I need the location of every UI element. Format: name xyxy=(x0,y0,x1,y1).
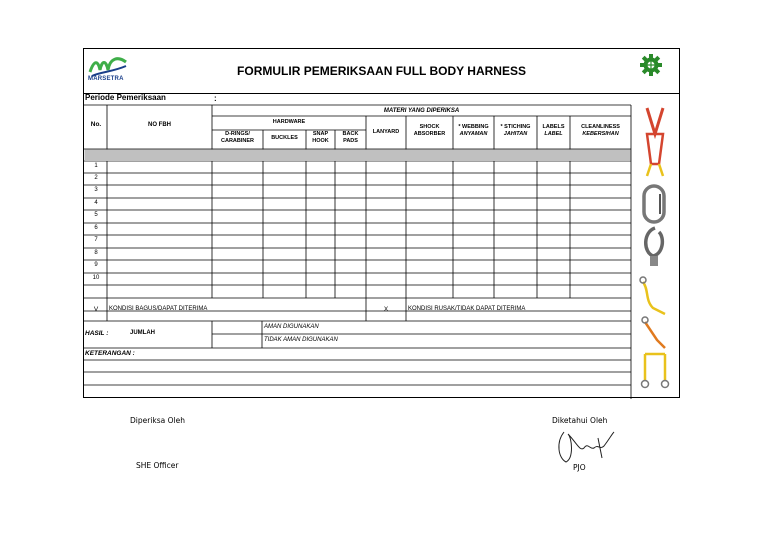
lanyard-image xyxy=(640,277,665,314)
jumlah-label: JUMLAH xyxy=(130,330,155,336)
grey-band xyxy=(85,150,631,162)
hasil-label: HASIL : xyxy=(85,330,109,337)
legend-v-mark: V xyxy=(93,306,99,313)
col-nofbh-header: NO FBH xyxy=(148,122,171,128)
inspected-by-label: Diperiksa Oleh xyxy=(130,416,185,425)
legend-v-text: KONDISI BAGUS/DAPAT DITERIMA xyxy=(109,306,208,312)
row-number: 2 xyxy=(94,175,98,181)
row-number: 5 xyxy=(94,212,98,218)
table-grid xyxy=(84,49,681,399)
row-number: 1 xyxy=(94,163,98,169)
col-stiching-header: * STICHING JAHITAN xyxy=(500,124,531,138)
row-number: 7 xyxy=(94,237,98,243)
row-number: 10 xyxy=(92,275,100,281)
equipment-pictures xyxy=(635,104,675,394)
pjo-label: PJO xyxy=(573,463,586,472)
company-name: MARSETRA xyxy=(88,76,124,82)
row-number: 9 xyxy=(94,262,98,268)
harness-inspection-form xyxy=(83,48,680,398)
legend-x-text: KONDISI RUSAK/TIDAK DAPAT DITERIMA xyxy=(408,306,526,312)
snap-hook-image xyxy=(646,228,663,266)
col-backpads-header: BACK PADS xyxy=(342,131,359,145)
double-lanyard-image xyxy=(642,354,669,388)
acknowledged-by-label: Diketahui Oleh xyxy=(552,416,608,425)
col-lanyard-header: LANYARD xyxy=(372,129,400,135)
periode-colon: : xyxy=(214,94,217,103)
aman-label: AMAN DIGUNAKAN xyxy=(264,324,319,330)
form-title: FORMULIR PEMERIKSAAN FULL BODY HARNESS xyxy=(237,64,526,78)
keterangan-label: KETERANGAN : xyxy=(85,350,135,357)
row-number: 8 xyxy=(94,250,98,256)
col-drings-header: D-RINGS/ CARABINER xyxy=(221,131,254,145)
carabiner-image xyxy=(644,186,664,222)
lanyard-hook-image xyxy=(642,317,665,348)
materi-header: MATERI YANG DIPERIKSA xyxy=(383,108,460,114)
col-no-header: No. xyxy=(90,121,102,128)
harness-image xyxy=(647,108,663,176)
col-shock-header: SHOCK ABSORBER xyxy=(413,124,446,138)
row-number: 6 xyxy=(94,225,98,231)
she-officer-label: SHE Officer xyxy=(136,461,179,470)
periode-label: Periode Pemeriksaan xyxy=(85,93,166,102)
row-number: 3 xyxy=(94,187,98,193)
col-snaphook-header: SNAP HOOK xyxy=(312,131,329,145)
col-labels-header: LABELS LABEL xyxy=(542,124,565,138)
signature-scribble xyxy=(554,428,616,466)
legend-x-mark: X xyxy=(383,306,389,313)
row-number: 4 xyxy=(94,200,98,206)
tidak-aman-label: TIDAK AMAN DIGUNAKAN xyxy=(264,337,338,343)
col-webbing-header: * WEBBING ANYAMAN xyxy=(458,124,489,138)
col-buckles-header: BUCKLES xyxy=(271,135,298,141)
hardware-header: HARDWARE xyxy=(272,119,306,125)
col-cleanliness-header: CLEANLINESS KEBERSIHAN xyxy=(581,124,620,138)
